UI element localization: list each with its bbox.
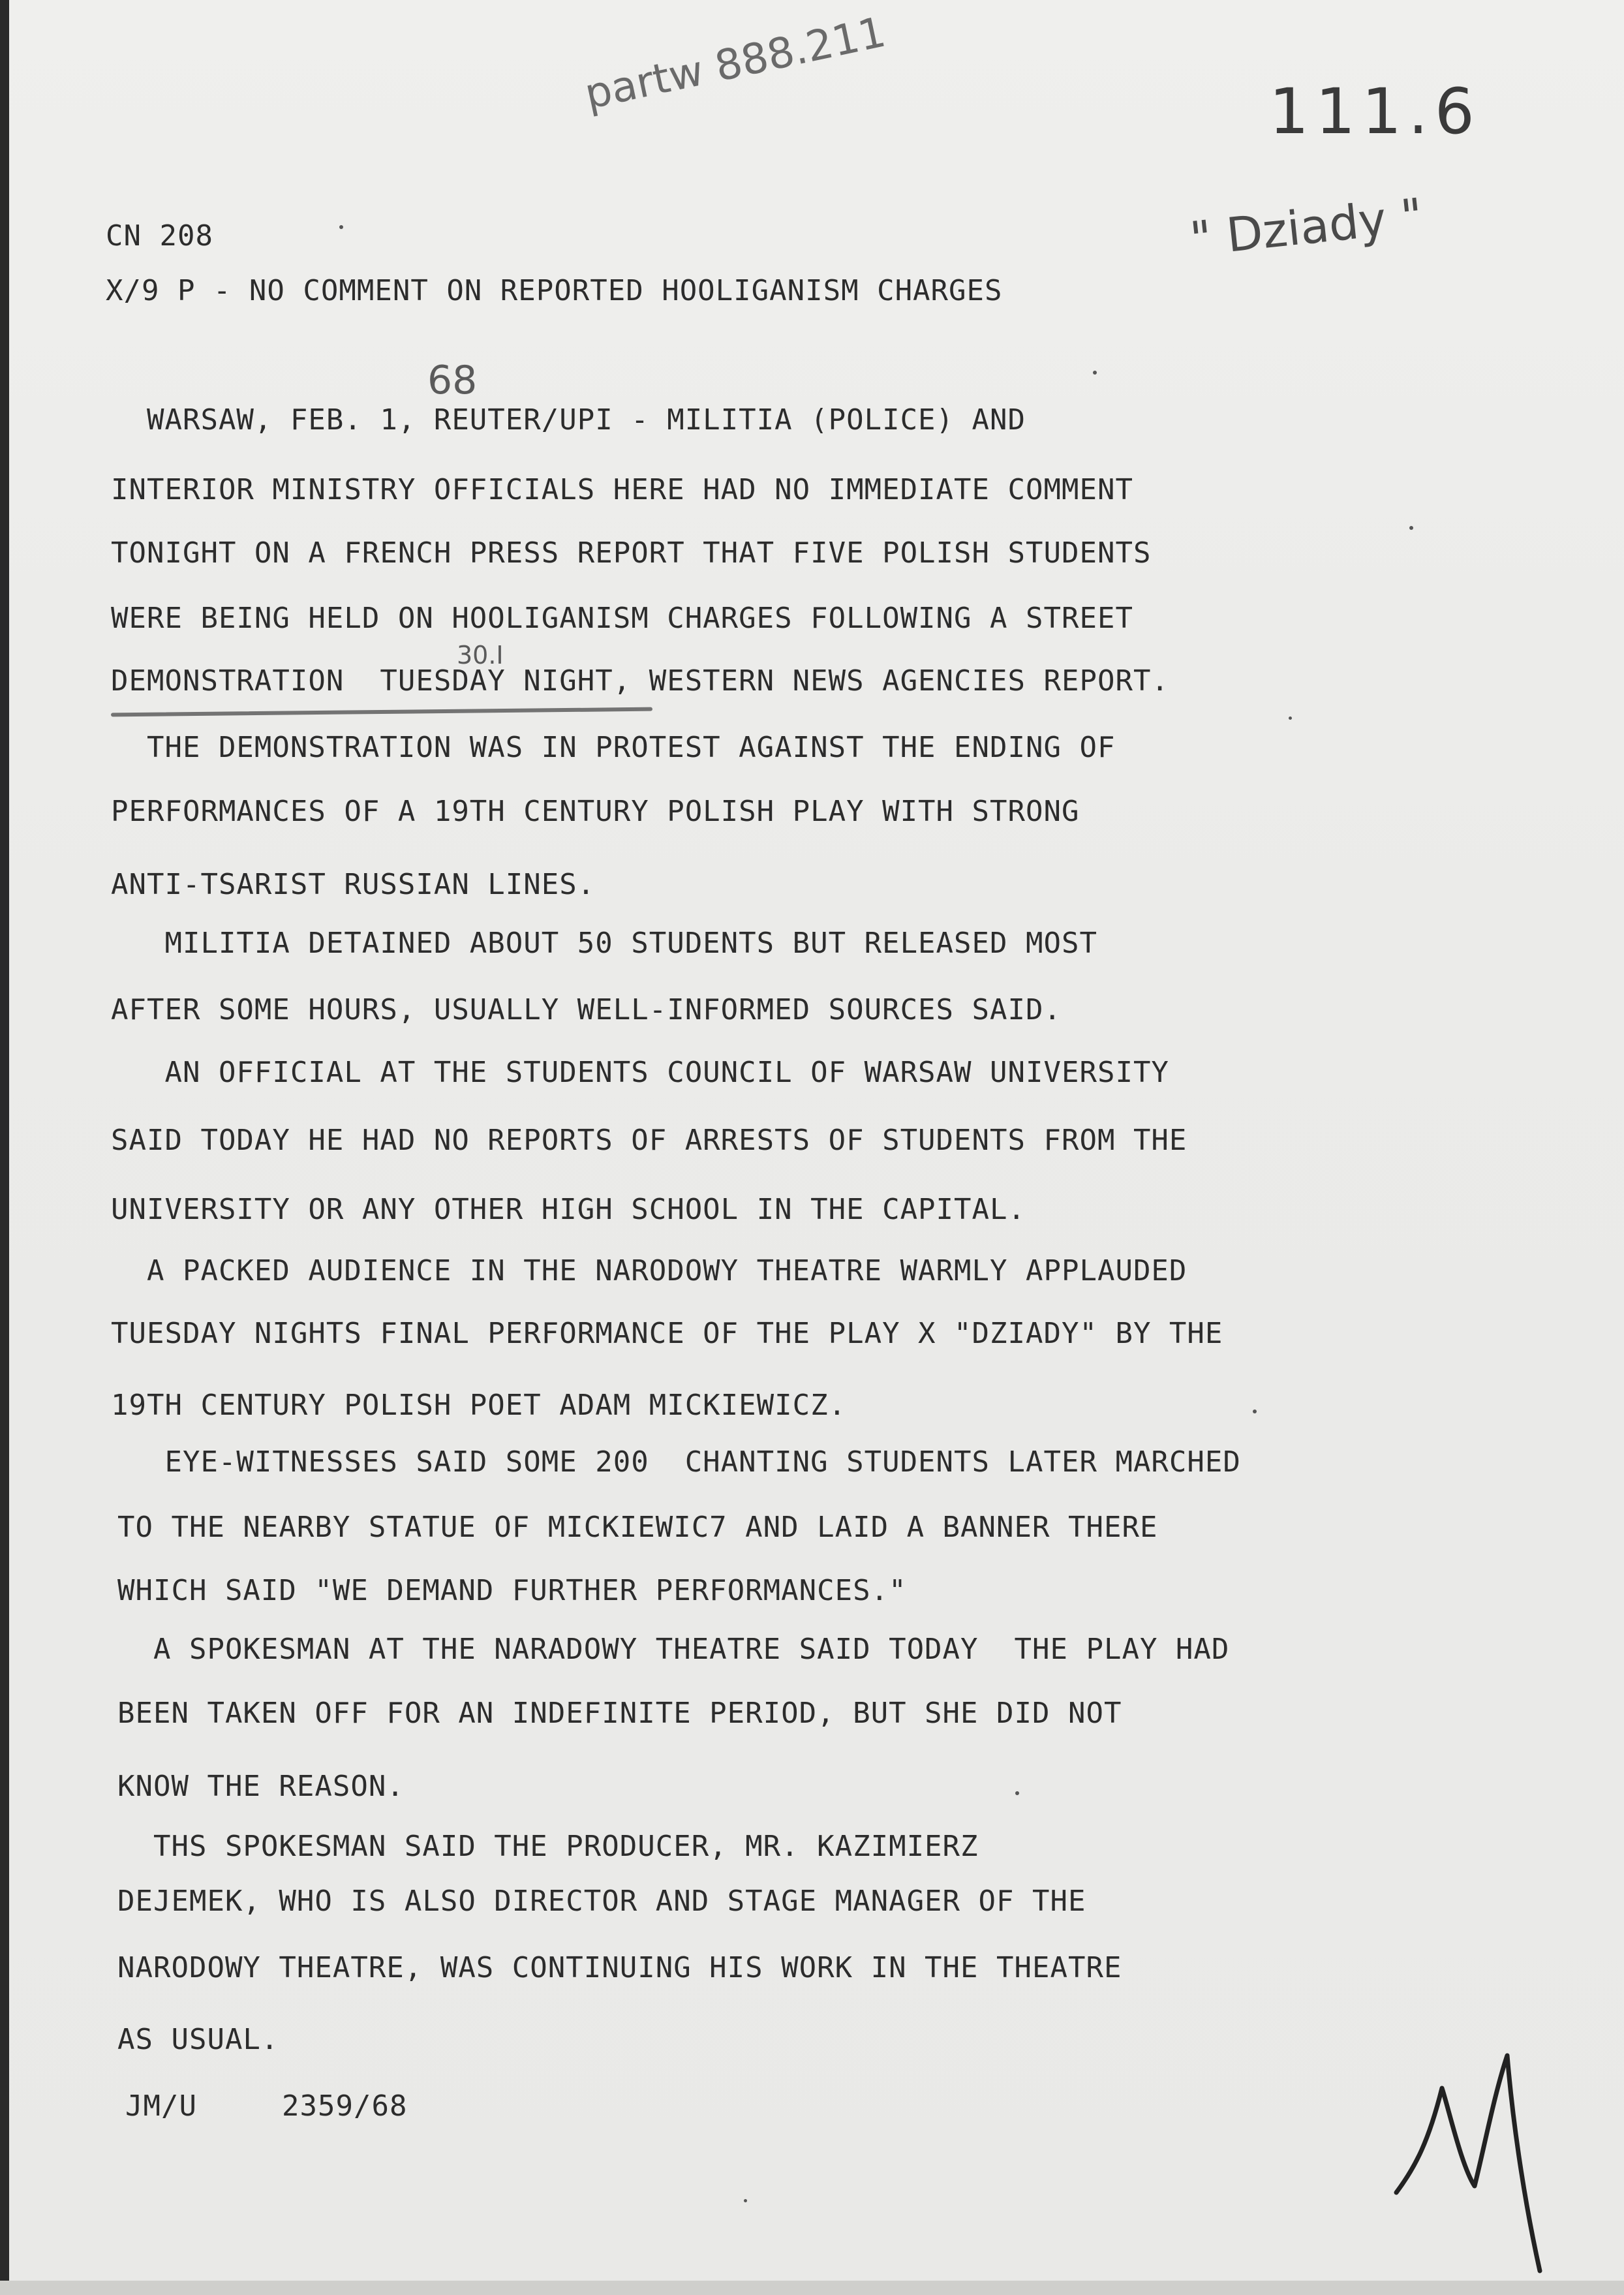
body-line: EYE-WITNESSES SAID SOME 200 CHANTING STUDENTS LATER MARCHED — [111, 1445, 1241, 1479]
body-line: DEMONSTRATION TUESDAY NIGHT, WESTERN NEWS AGENCIES REPORT. — [111, 664, 1169, 698]
body-line: SAID TODAY HE HAD NO REPORTS OF ARRESTS OF STUDENTS FROM THE — [111, 1124, 1187, 1157]
scan-speck — [744, 2199, 747, 2202]
body-line: TO THE NEARBY STATUE OF MICKIEWIC7 AND LAID A BANNER THERE — [117, 1511, 1158, 1544]
body-line: TONIGHT ON A FRENCH PRESS REPORT THAT FIVE POLISH STUDENTS — [111, 536, 1152, 570]
body-line: NARODOWY THEATRE, WAS CONTINUING HIS WORK IN THE THEATRE — [117, 1951, 1122, 1984]
body-line: MILITIA DETAINED ABOUT 50 STUDENTS BUT RELEASED MOST — [111, 927, 1097, 960]
body-line: UNIVERSITY OR ANY OTHER HIGH SCHOOL IN THE CAPITAL. — [111, 1193, 1026, 1226]
scan-bottom-edge — [0, 2281, 1624, 2295]
body-line: AFTER SOME HOURS, USUALLY WELL-INFORMED SOURCES SAID. — [111, 993, 1062, 1026]
body-line: A PACKED AUDIENCE IN THE NARODOWY THEATRE WARMLY APPLAUDED — [111, 1254, 1187, 1287]
highlight-underline — [111, 707, 652, 717]
body-line: WERE BEING HELD ON HOOLIGANISM CHARGES FOLLOWING A STREET — [111, 602, 1133, 635]
scan-speck — [1409, 526, 1413, 530]
handwritten-signature-mark — [1377, 2036, 1546, 2277]
scan-left-edge — [0, 0, 9, 2295]
body-line: WARSAW, FEB. 1, REUTER/UPI - MILITIA (POLICE) AND — [111, 403, 1026, 437]
headline: X/9 P - NO COMMENT ON REPORTED HOOLIGANISM CHARGES — [106, 274, 1003, 307]
teletype-code: CN 208 — [106, 219, 213, 253]
body-line: ANTI-TSARIST RUSSIAN LINES. — [111, 868, 596, 901]
scan-speck — [339, 225, 343, 229]
message-serial: 2359/68 — [282, 2089, 408, 2123]
year-annotation: 68 — [427, 358, 478, 403]
scan-speck — [1253, 1409, 1257, 1413]
scan-speck — [1015, 1791, 1019, 1795]
body-line: THE DEMONSTRATION WAS IN PROTEST AGAINST THE ENDING OF — [111, 731, 1116, 764]
sender-code: JM/U — [125, 2089, 197, 2123]
body-line: KNOW THE REASON. — [117, 1770, 405, 1803]
body-line: DEJEMEK, WHO IS ALSO DIRECTOR AND STAGE MANAGER OF THE — [117, 1885, 1086, 1918]
body-line: INTERIOR MINISTRY OFFICIALS HERE HAD NO IMMEDIATE COMMENT — [111, 473, 1133, 506]
body-line: A SPOKESMAN AT THE NARADOWY THEATRE SAID TODAY THE PLAY HAD — [117, 1633, 1230, 1666]
date-annotation: 30.I — [457, 641, 504, 670]
body-line: AN OFFICIAL AT THE STUDENTS COUNCIL OF WARSAW UNIVERSITY — [111, 1056, 1169, 1089]
title-annotation: " Dziady " — [1187, 187, 1426, 267]
scan-speck — [1289, 716, 1292, 720]
body-line: TUESDAY NIGHTS FINAL PERFORMANCE OF THE PLAY X "DZIADY" BY THE — [111, 1317, 1223, 1350]
body-line: BEEN TAKEN OFF FOR AN INDEFINITE PERIOD, BUT SHE DID NOT — [117, 1697, 1122, 1730]
body-line: THS SPOKESMAN SAID THE PRODUCER, MR. KAZIMIERZ — [117, 1830, 979, 1863]
scan-speck — [1093, 371, 1097, 375]
body-line: WHICH SAID "WE DEMAND FURTHER PERFORMANCES." — [117, 1574, 907, 1607]
folder-number-annotation: 111.6 — [1269, 75, 1481, 148]
body-line: 19TH CENTURY POLISH POET ADAM MICKIEWICZ. — [111, 1389, 847, 1422]
archive-ref-annotation: partw 888.211 — [581, 8, 890, 119]
body-line: AS USUAL. — [117, 2023, 279, 2056]
body-line: PERFORMANCES OF A 19TH CENTURY POLISH PLAY WITH STRONG — [111, 795, 1080, 828]
